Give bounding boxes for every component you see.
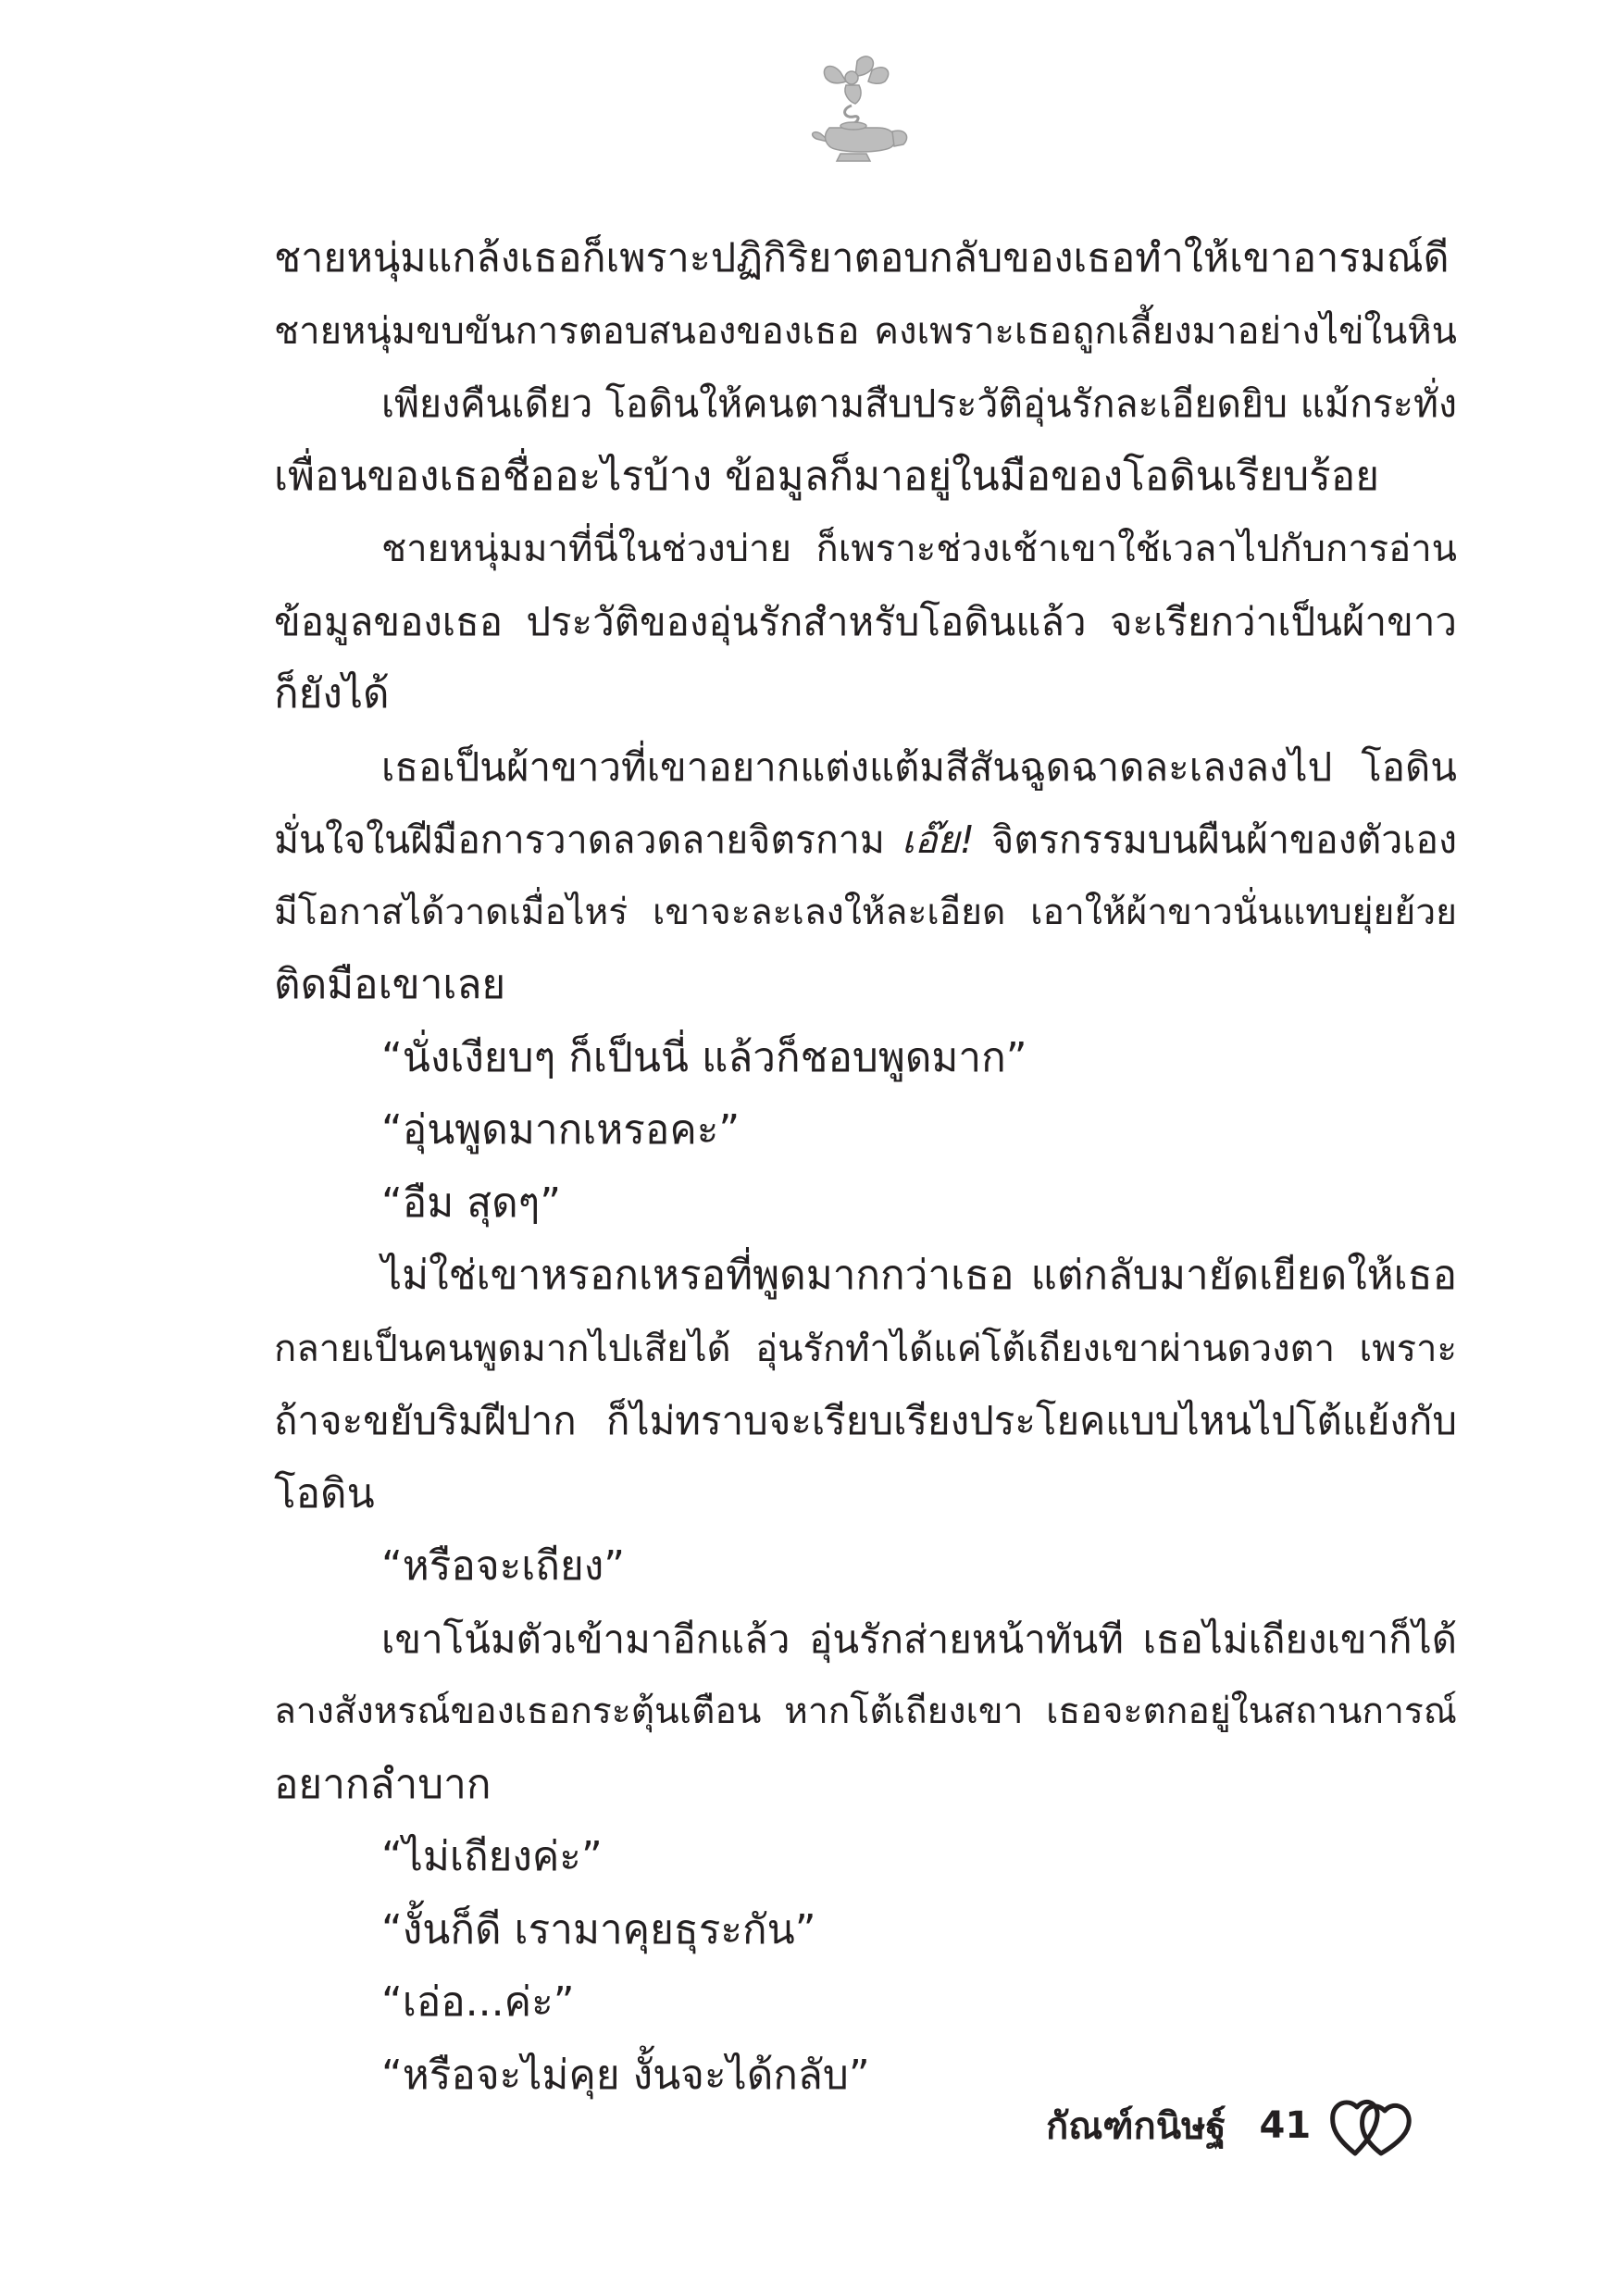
text-line: “นั่งเงียบๆ ก็เป็นนี่ แล้วก็ชอบพูดมาก” (381, 1033, 1027, 1081)
text-line: เขาโน้มตัวเข้ามาอีกแล้ว อุ่นรักส่ายหน้าทันที เธอไม่เถียงเขาก็ได้ (381, 1616, 1457, 1662)
text-line: “ไม่เถียงค่ะ” (381, 1833, 603, 1880)
text-line: เพียงคืนเดียว โอดินให้คนตามสืบประวัติอุ่นรักละเอียดยิบ แม้กระทั่ง (381, 381, 1457, 426)
text-line: กลายเป็นคนพูดมากไปเสียได้ อุ่นรักทำได้แค่โต้เถียงเขาผ่านดวงตา เพราะ (274, 1327, 1457, 1370)
text-segment: จิตรกรรมบนผืนผ้าของตัวเอง (975, 817, 1457, 862)
text-line: เพื่อนของเธอชื่ออะไรบ้าง ข้อมูลก็มาอยู่ในมือของโอดินเรียบร้อย (274, 452, 1380, 500)
text-line: “อุ่นพูดมากเหรอคะ” (381, 1106, 741, 1154)
body-text (274, 222, 1457, 2112)
text-line: ลางสังหรณ์ของเธอกระตุ้นเตือน หากโต้เถียงเขา เธอจะตกอยู่ในสถานการณ์ (274, 1691, 1457, 1732)
text-line: ข้อมูลของเธอ ประวัติของอุ่นรักสำหรับโอดินแล้ว จะเรียกว่าเป็นผ้าขาว (274, 598, 1457, 644)
text-line: ชายหนุ่มแกล้งเธอก็เพราะปฏิกิริยาตอบกลับของเธอทำให้เขาอารมณ์ดี (274, 235, 1450, 281)
page-number: 41 (1259, 2104, 1312, 2147)
text-line: ชายหนุ่มขบขันการตอบสนองของเธอ คงเพราะเธอถูกเลี้ยงมาอย่างไข่ในหิน (274, 309, 1457, 353)
page-footer (1046, 2089, 1416, 2163)
text-line: มีโอกาสได้วาดเมื่อไหร่ เขาจะละเลงให้ละเอียด เอาให้ผ้าขาวนั่นแทบยุ่ยย้วย (274, 891, 1457, 933)
text-line: ไม่ใช่เขาหรอกเหรอที่พูดมากกว่าเธอ แต่กลับมายัดเยียดให้เธอ (381, 1252, 1457, 1299)
text-line: “งั้นก็ดี เรามาคุยธุระกัน” (381, 1905, 816, 1953)
emphasis-text: เอ๊ย! (902, 817, 976, 862)
text-line: ติดมือเขาเลย (274, 961, 506, 1008)
lamp-emblem-icon (803, 54, 913, 167)
text-line: “หรือจะไม่คุย งั้นจะได้กลับ” (381, 2051, 870, 2099)
text-line: ถ้าจะขยับริมฝีปาก ก็ไม่ทราบจะเรียบเรียงประโยคแบบไหนไปโต้แย้งกับ (274, 1398, 1457, 1443)
text-line: “อืม สุดๆ” (381, 1179, 562, 1227)
author-name: กัณฑ์กนิษฐ์ (1046, 2105, 1226, 2148)
text-segment: มั่นใจในฝีมือการวาดลวดลายจิตรกาม (274, 817, 902, 862)
text-line: “เอ่อ...ค่ะ” (381, 1978, 575, 2026)
text-line: เธอเป็นผ้าขาวที่เขาอยากแต่งแต้มสีสันฉูดฉาดละเลงลงไป โอดิน (381, 743, 1457, 790)
text-line: “หรือจะเถียง” (381, 1542, 626, 1590)
text-line: โอดิน (274, 1469, 375, 1517)
double-heart-icon (1327, 2092, 1416, 2159)
text-line: ชายหนุ่มมาที่นี่ในช่วงบ่าย ก็เพราะช่วงเช้าเขาใช้เวลาไปกับการอ่าน (381, 528, 1457, 570)
text-line: อยากลำบาก (274, 1760, 492, 1808)
text-line: ก็ยังได้ (274, 670, 390, 718)
text-line (274, 804, 1457, 877)
